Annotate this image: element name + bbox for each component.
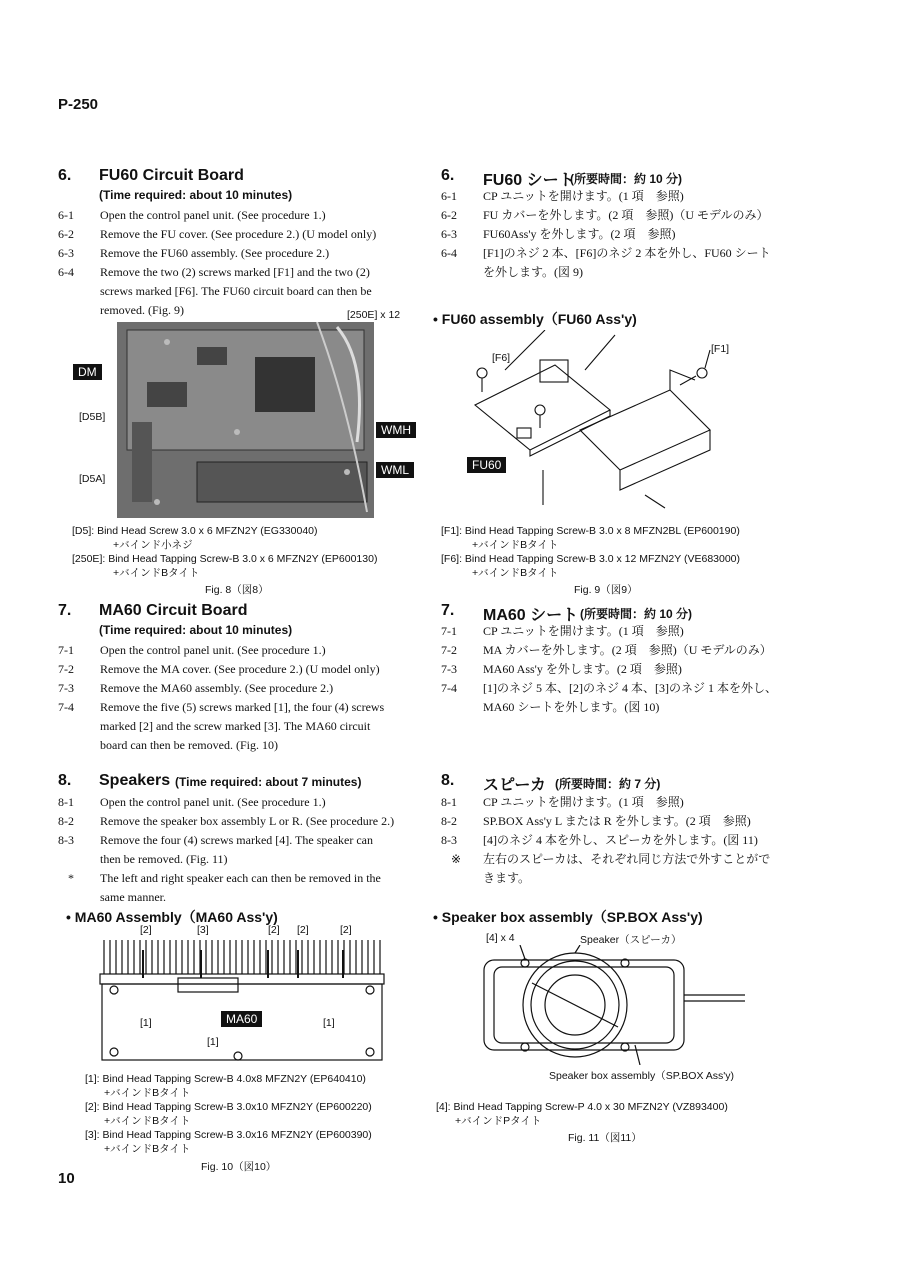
fig10-caption-2-jp: +バインドBタイト <box>104 1115 191 1127</box>
fig8-caption-250e: [250E]: Bind Head Tapping Screw-B 3.0 x 6 MFZN2Y (EP600130) <box>72 553 378 565</box>
speaker-box-drawing <box>480 945 750 1065</box>
step-row <box>58 679 428 698</box>
fig9-heading: • FU60 assembly（FU60 Ass'y) <box>433 311 637 327</box>
step-number: 8-2 <box>58 814 74 828</box>
fig10-label: Fig. 10（図10） <box>201 1161 277 1173</box>
section-7-title: MA60 Circuit Board <box>99 602 248 619</box>
fig10-caption-3-jp: +バインドBタイト <box>104 1143 191 1155</box>
step-row <box>441 244 881 263</box>
step-row <box>58 793 428 812</box>
step-text: board can then be removed. (Fig. 10) <box>100 738 278 752</box>
step-row <box>441 660 881 679</box>
label-screw-4: [4] x 4 <box>486 932 515 944</box>
fu60-assembly-drawing <box>465 330 725 510</box>
step-text: same manner. <box>100 890 166 904</box>
step-number: * <box>68 871 74 885</box>
step-number: 6-3 <box>441 227 457 241</box>
step-row <box>441 869 881 888</box>
fig10-caption-1-jp: +バインドBタイト <box>104 1087 191 1099</box>
label-wml: WML <box>376 462 414 478</box>
label-d5b: [D5B] <box>79 411 106 423</box>
step-row <box>441 206 881 225</box>
step-number: ※ <box>451 852 462 866</box>
section-8-number: 8. <box>58 772 72 789</box>
step-number: 6-4 <box>441 246 457 260</box>
step-number: 8-1 <box>441 795 457 809</box>
fig9-label: Fig. 9（図9） <box>574 584 638 596</box>
section-6-jp-title: FU60 シート <box>483 172 575 189</box>
step-row <box>58 888 428 907</box>
fig8-caption-d5-jp: +バインド小ネジ <box>113 539 193 551</box>
section-6-jp-time: (所要時間：約 10 分) <box>570 172 683 186</box>
step-text: MA カバーを外します。(2 項 参照)（U モデルのみ） <box>483 643 772 657</box>
label-d5a: [D5A] <box>79 473 106 485</box>
fig9-caption-f1-jp: +バインドBタイト <box>472 539 559 551</box>
step-text: FU カバーを外します。(2 項 参照)（U モデルのみ） <box>483 208 769 222</box>
model-number: P-250 <box>58 96 99 113</box>
step-row <box>441 831 881 850</box>
section-6-steps <box>58 206 428 322</box>
step-text: marked [2] and the screw marked [3]. The MA60 circuit <box>100 719 371 733</box>
board-label-ma60: MA60 <box>221 1011 262 1027</box>
step-number: 6-3 <box>58 246 74 260</box>
step-text: The left and right speaker each can then be removed in the <box>100 871 381 885</box>
step-text: Remove the MA60 assembly. (See procedure 2.) <box>100 681 334 695</box>
step-text: MA60 シートを外します。(図 10) <box>483 700 660 714</box>
fig9-caption-f6: [F6]: Bind Head Tapping Screw-B 3.0 x 12 MFZN2Y (VE683000) <box>441 553 741 565</box>
fig11-heading: • Speaker box assembly（SP.BOX Ass'y) <box>433 909 703 925</box>
fig9-caption-f1: [F1]: Bind Head Tapping Screw-B 3.0 x 8 MFZN2BL (EP600190) <box>441 525 740 537</box>
section-6-time: (Time required: about 10 minutes) <box>99 188 293 202</box>
step-number: 7-1 <box>441 624 457 638</box>
section-8-jp-title: スピーカ <box>483 777 547 794</box>
label-speaker: Speaker（スピーカ） <box>580 934 682 946</box>
step-text: CP ユニットを開けます。(1 項 参照) <box>483 624 684 638</box>
section-6-jp-steps <box>441 187 881 283</box>
step-number: 7-3 <box>441 662 457 676</box>
step-row <box>441 187 881 206</box>
fig10-heading: • MA60 Assembly（MA60 Ass'y) <box>66 909 278 925</box>
step-text: Remove the four (4) screws marked [4]. The speaker can <box>100 833 373 847</box>
label-wmh: WMH <box>376 422 416 438</box>
step-number: 6-2 <box>441 208 457 222</box>
step-text: Open the control panel unit. (See procedure 1.) <box>100 795 326 809</box>
step-text: CP ユニットを開けます。(1 項 参照) <box>483 189 684 203</box>
step-text: Remove the FU60 assembly. (See procedure 2.) <box>100 246 330 260</box>
step-text: SP.BOX Ass'y L または R を外します。(2 項 参照) <box>483 814 751 828</box>
step-row <box>58 641 428 660</box>
fu60-board-photo <box>117 322 374 518</box>
section-8-jp-time: (所要時間：約 7 分) <box>555 777 661 791</box>
step-row <box>441 641 881 660</box>
section-8-jp-number: 8. <box>441 772 455 789</box>
step-row <box>58 850 428 869</box>
step-number: 7-4 <box>441 681 457 695</box>
step-row <box>441 263 881 282</box>
step-text: Remove the five (5) screws marked [1], the four (4) screws <box>100 700 385 714</box>
step-row <box>441 850 881 869</box>
step-number: 8-3 <box>441 833 457 847</box>
step-row <box>58 831 428 850</box>
step-number: 6-4 <box>58 265 74 279</box>
step-number: 7-2 <box>441 643 457 657</box>
step-text: Remove the FU cover. (See procedure 2.) (U model only) <box>100 227 377 241</box>
fig10-caption-3: [3]: Bind Head Tapping Screw-B 3.0x16 MFZN2Y (EP600390) <box>85 1129 372 1141</box>
step-text: Remove the two (2) screws marked [F1] and the two (2) <box>100 265 370 279</box>
fig8-caption-250e-jp: +バインドBタイト <box>113 567 200 579</box>
step-row <box>58 206 428 225</box>
step-row <box>441 225 881 244</box>
heatsink-fins <box>104 940 380 974</box>
section-8-steps <box>58 793 428 909</box>
step-number: 6-1 <box>441 189 457 203</box>
label-f1: [F1] <box>711 343 730 355</box>
screw-label: [2] <box>340 924 352 936</box>
ma60-assembly-drawing <box>98 938 388 1068</box>
step-text: Open the control panel unit. (See procedure 1.) <box>100 208 326 222</box>
label-speaker-box: Speaker box assembly（SP.BOX Ass'y) <box>549 1070 735 1082</box>
step-text: then be removed. (Fig. 11) <box>100 852 228 866</box>
step-row <box>58 225 428 244</box>
step-row <box>58 812 428 831</box>
section-8-time: (Time required: about 7 minutes) <box>175 775 362 789</box>
screw-label: [2] <box>297 924 309 936</box>
fig8-caption-d5: [D5]: Bind Head Screw 3.0 x 6 MFZN2Y (EG330040) <box>72 525 318 537</box>
section-7-time: (Time required: about 10 minutes) <box>99 623 293 637</box>
screw-label: [2] <box>140 924 152 936</box>
step-row <box>58 660 428 679</box>
label-250e: [250E] x 12 <box>347 309 401 321</box>
fig10-caption-2: [2]: Bind Head Tapping Screw-B 3.0x10 MFZN2Y (EP600220) <box>85 1101 372 1113</box>
label-f6: [F6] <box>492 352 511 364</box>
step-row <box>441 698 881 717</box>
section-8-jp-steps <box>441 793 881 889</box>
step-text: MA60 Ass'y を外します。(2 項 参照) <box>483 662 682 676</box>
circuit-board-illustration <box>117 322 374 518</box>
fig10-caption-1: [1]: Bind Head Tapping Screw-B 4.0x8 MFZN2Y (EP640410) <box>85 1073 366 1085</box>
step-text: Open the control panel unit. (See procedure 1.) <box>100 643 326 657</box>
label-dm: DM <box>73 364 102 380</box>
step-row <box>58 717 428 736</box>
step-text: removed. (Fig. 9) <box>100 303 184 317</box>
step-text: [4]のネジ 4 本を外し、スピーカを外します。(図 11) <box>483 833 758 847</box>
section-6-jp-number: 6. <box>441 167 455 184</box>
step-number: 8-3 <box>58 833 74 847</box>
step-text: Remove the MA cover. (See procedure 2.) (U model only) <box>100 662 380 676</box>
fig11-caption-4-jp: +バインドPタイト <box>455 1115 542 1127</box>
step-text: [1]のネジ 5 本、[2]のネジ 4 本、[3]のネジ 1 本を外し、 <box>483 681 777 695</box>
fig9-caption-f6-jp: +バインドBタイト <box>472 567 559 579</box>
label-fu60: FU60 <box>467 457 506 473</box>
step-text: FU60Ass'y を外します。(2 項 参照) <box>483 227 676 241</box>
step-row <box>58 244 428 263</box>
step-text: Remove the speaker box assembly L or R. (See procedure 2.) <box>100 814 395 828</box>
step-row <box>58 736 428 755</box>
step-number: 7-4 <box>58 700 74 714</box>
step-text: を外します。(図 9) <box>483 265 584 279</box>
page-number: 10 <box>58 1170 75 1187</box>
screw-label: [1] <box>323 1017 335 1029</box>
step-row <box>58 263 428 282</box>
step-number: 8-2 <box>441 814 457 828</box>
section-6-number: 6. <box>58 167 72 184</box>
step-row <box>441 622 881 641</box>
fig8-label: Fig. 8（図8） <box>205 584 269 596</box>
step-text: [F1]のネジ 2 本、[F6]のネジ 2 本を外し、FU60 シート <box>483 246 771 260</box>
section-8-title: Speakers <box>99 772 171 789</box>
screw-label: [2] <box>268 924 280 936</box>
step-number: 6-2 <box>58 227 74 241</box>
section-7-steps <box>58 641 428 757</box>
step-number: 6-1 <box>58 208 74 222</box>
section-7-number: 7. <box>58 602 72 619</box>
screw-label: [1] <box>140 1017 152 1029</box>
screw-label: [3] <box>197 924 209 936</box>
step-number: 7-3 <box>58 681 74 695</box>
section-7-jp-number: 7. <box>441 602 455 619</box>
step-row <box>441 679 881 698</box>
section-7-jp-time: (所要時間：約 10 分) <box>580 607 693 621</box>
step-number: 8-1 <box>58 795 74 809</box>
step-row <box>441 812 881 831</box>
step-text: きます。 <box>483 871 531 885</box>
fig11-caption-4: [4]: Bind Head Tapping Screw-P 4.0 x 30 MFZN2Y (VZ893400) <box>436 1101 728 1113</box>
step-row <box>58 869 428 888</box>
step-text: screws marked [F6]. The FU60 circuit board can then be <box>100 284 372 298</box>
screw-label: [1] <box>207 1036 219 1048</box>
step-text: CP ユニットを開けます。(1 項 参照) <box>483 795 684 809</box>
section-6-title: FU60 Circuit Board <box>99 167 244 184</box>
step-number: 7-2 <box>58 662 74 676</box>
fig11-label: Fig. 11（図11） <box>568 1132 642 1144</box>
step-number: 7-1 <box>58 643 74 657</box>
section-7-jp-steps <box>441 622 881 718</box>
step-text: 左右のスピーカは、それぞれ同じ方法で外すことがで <box>483 852 771 866</box>
step-row <box>441 793 881 812</box>
section-7-jp-title: MA60 シート <box>483 607 579 624</box>
step-row <box>58 698 428 717</box>
step-row <box>58 282 428 301</box>
